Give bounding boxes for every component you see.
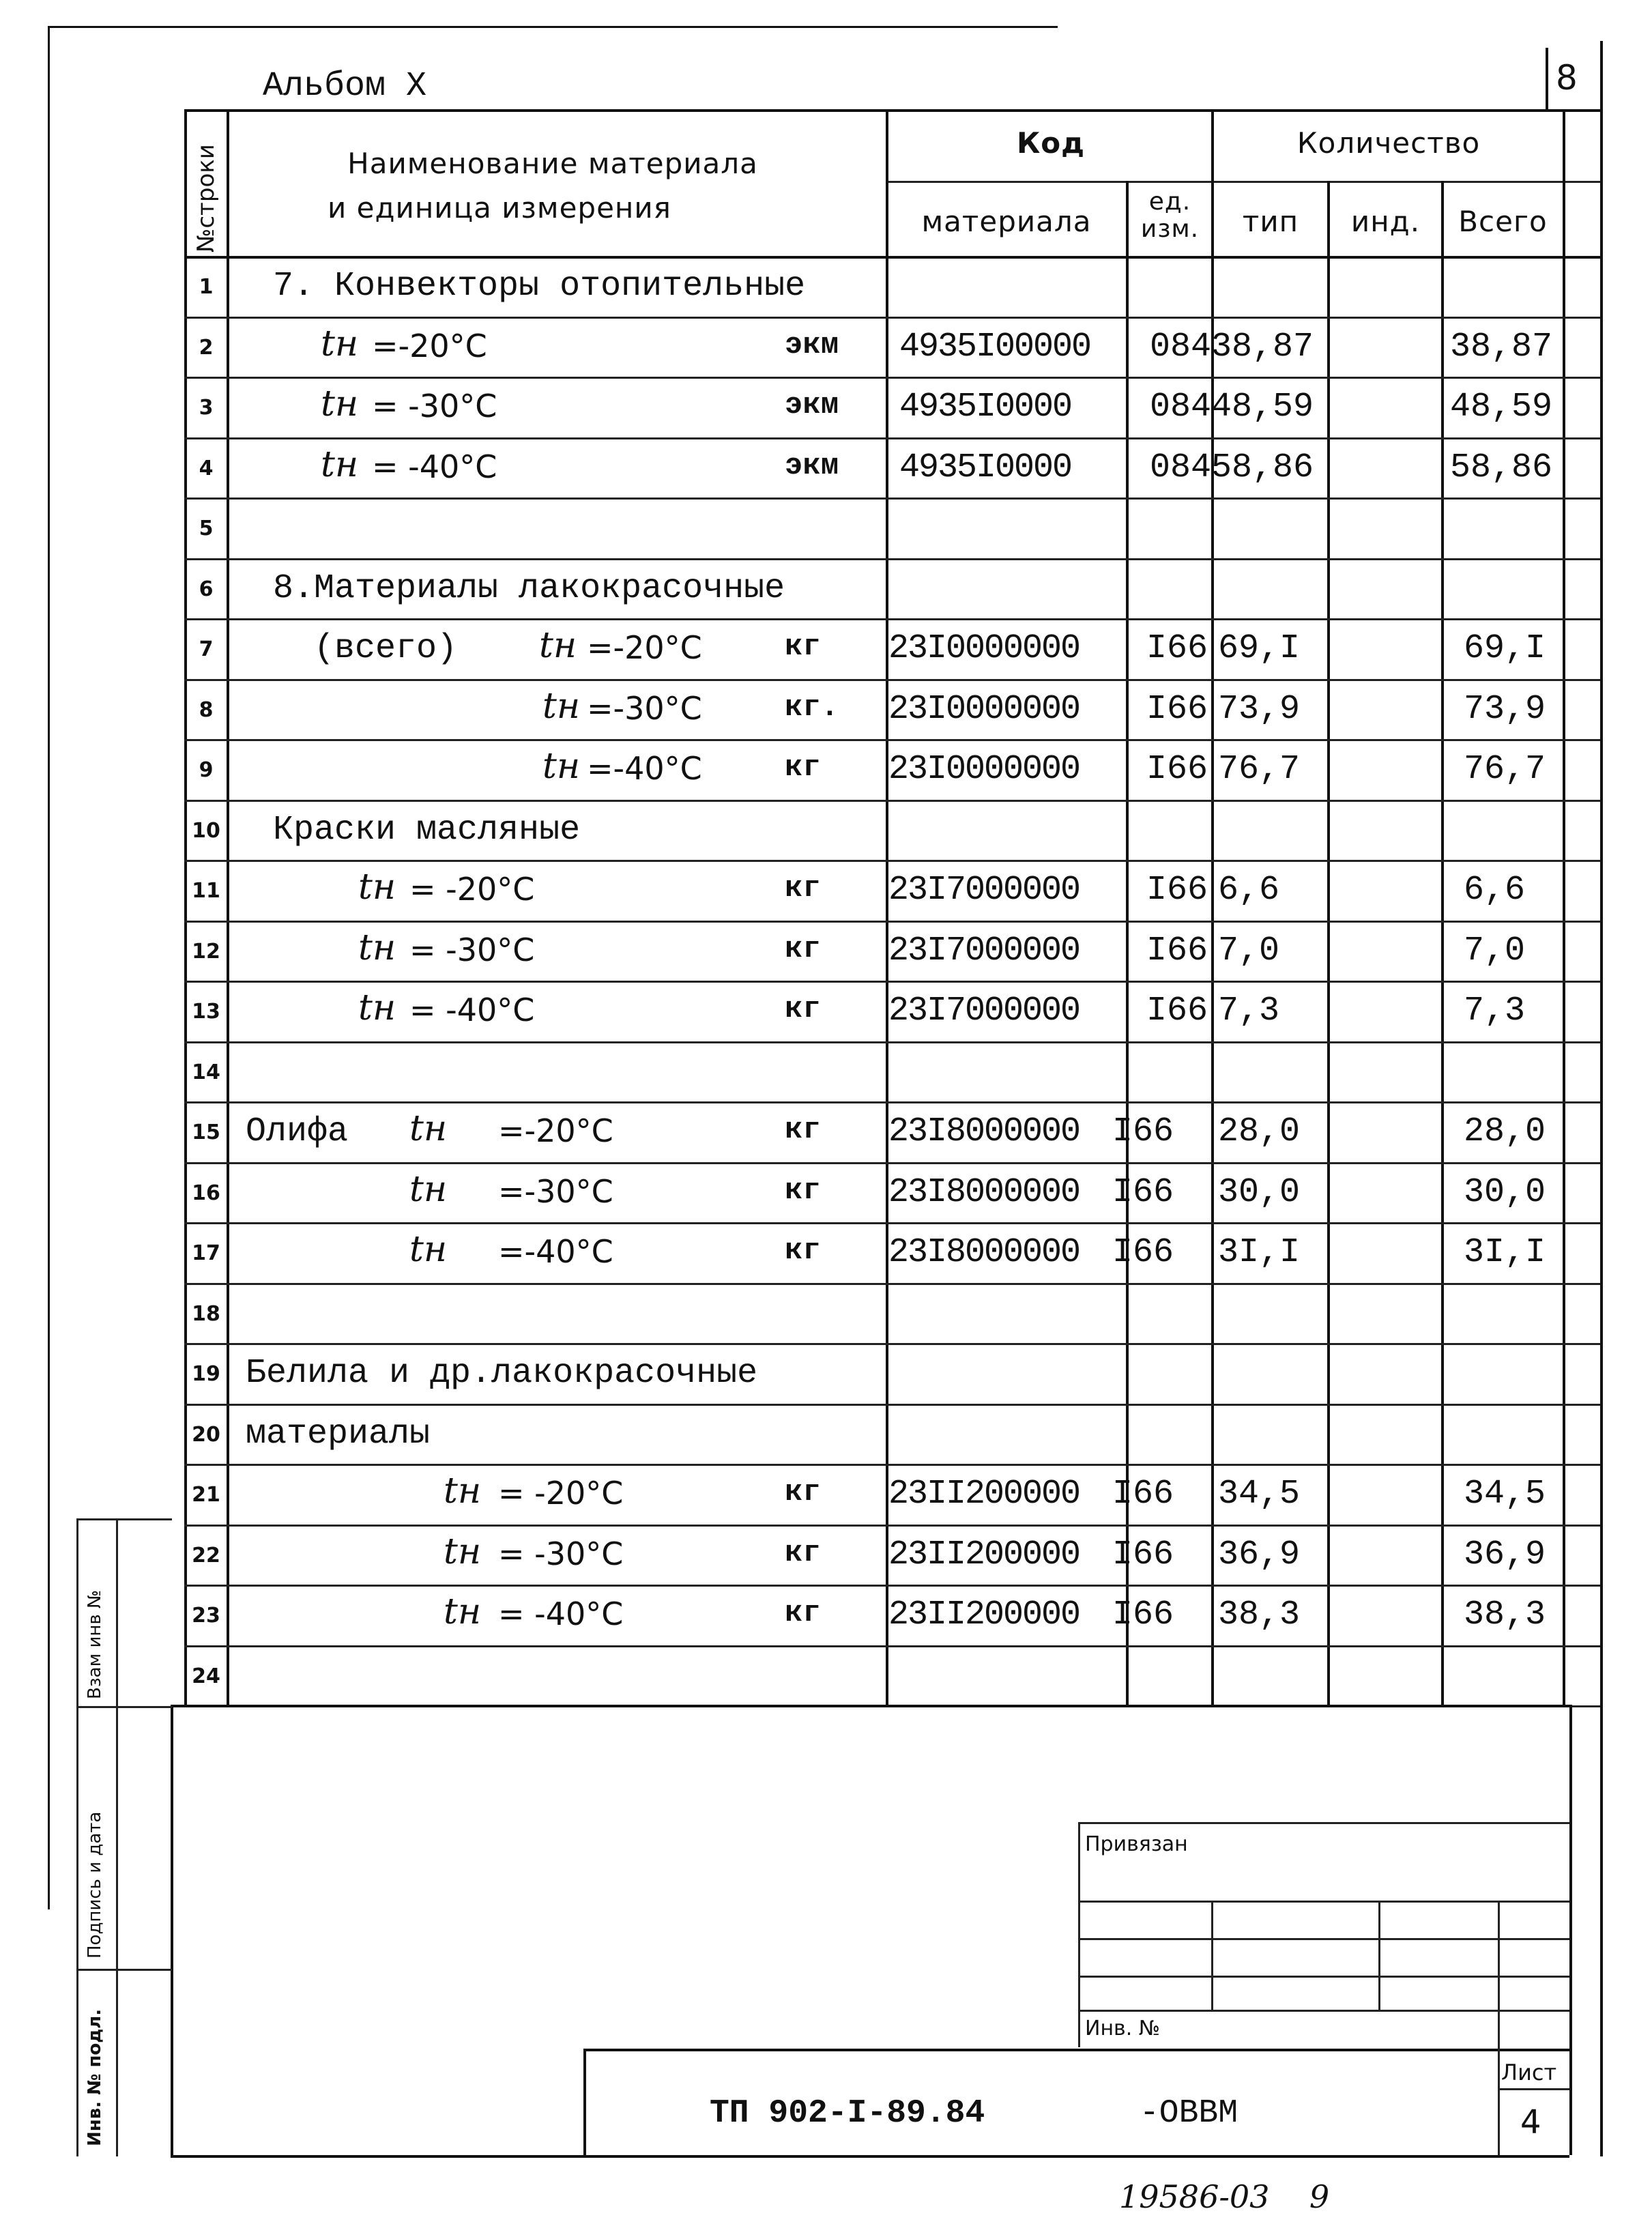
row-separator: [184, 1343, 1600, 1345]
side-strip-top-line: [76, 1518, 172, 1520]
type-right-line: [1327, 181, 1330, 1706]
privyazan-grid-line-1: [1078, 1901, 1569, 1903]
unit-code: I66: [1112, 1595, 1174, 1634]
row-separator: [184, 1222, 1600, 1224]
quantity-type: 38,3: [1218, 1595, 1301, 1634]
document-suffix: -ОВВМ: [1140, 2095, 1238, 2132]
list-box-left-line: [1498, 2049, 1500, 2155]
row-number: 20: [192, 1422, 220, 1447]
temperature-value: =-20°C: [372, 327, 487, 364]
side-strip-left-line: [76, 1518, 78, 2156]
quantity-total: 7,0: [1464, 931, 1526, 970]
privyazan-top-line: [1078, 1822, 1569, 1824]
temperature-symbol: tн: [539, 625, 577, 666]
privyazan-label: Привязан: [1085, 1832, 1188, 1856]
stamp-top-line: [171, 1705, 1569, 1707]
material-code: 23II200000: [888, 1475, 1080, 1514]
unit: кг: [785, 630, 821, 664]
quantity-type: 7,0: [1218, 931, 1280, 970]
side-label-inv-podl: Инв. № подл.: [85, 2008, 105, 2146]
unit: кг: [785, 1113, 821, 1147]
row-number: 4: [199, 456, 214, 480]
stamp-bottom-line: [171, 2155, 1569, 2158]
unit: кг: [785, 1173, 821, 1208]
right-border-line: [1600, 41, 1603, 2156]
quantity-total: 6,6: [1464, 871, 1526, 910]
quantity-type: 48,59: [1211, 388, 1314, 427]
material-name: 7. Конвекторы отопительные: [273, 267, 806, 306]
temperature-symbol: tн: [409, 1168, 448, 1210]
quantity-type: 30,0: [1218, 1172, 1301, 1212]
row-separator: [184, 497, 1600, 500]
row-separator: [184, 317, 1600, 319]
row-separator: [184, 1464, 1600, 1466]
page-number-box-line: [1546, 48, 1548, 109]
material-code: 23I7000000: [888, 931, 1080, 970]
unit-code: I66: [1146, 871, 1208, 910]
temperature-symbol: tн: [542, 746, 581, 787]
header-name-line2: и единица измерения: [328, 191, 671, 225]
title-box-top-line: [583, 2049, 1569, 2051]
header-total: Всего: [1458, 205, 1548, 238]
album-title: Альбом X: [263, 67, 427, 106]
list-value: 4: [1520, 2103, 1541, 2141]
stamp-left-line: [171, 1705, 173, 2155]
row-number: 3: [199, 396, 214, 420]
top-border-line: [48, 26, 1058, 28]
material-code: 23I0000000: [888, 750, 1080, 789]
row-number: 24: [192, 1664, 220, 1688]
ind-right-line: [1441, 181, 1444, 1706]
material-name: Краски масляные: [273, 810, 581, 850]
row-number: 18: [192, 1301, 220, 1326]
stamp-right-line: [1569, 1705, 1572, 2155]
quantity-total: 36,9: [1464, 1535, 1546, 1574]
row-separator: [184, 1041, 1600, 1043]
material-name: материалы: [246, 1414, 431, 1454]
row-separator: [184, 1162, 1600, 1164]
quantity-type: 3I,I: [1218, 1233, 1301, 1272]
temperature-symbol: tн: [444, 1531, 482, 1572]
header-code: Код: [1016, 126, 1086, 160]
list-box-mid-line: [1498, 2088, 1569, 2090]
unit-code: I66: [1112, 1475, 1174, 1514]
temperature-value: =-20°C: [498, 1112, 613, 1149]
quantity-total: 7,3: [1464, 992, 1526, 1030]
unit: кг: [785, 1535, 821, 1570]
row-number: 13: [192, 1000, 220, 1024]
quantity-total: 38,3: [1464, 1595, 1546, 1634]
temperature-symbol: tн: [321, 323, 359, 364]
row-separator: [184, 679, 1600, 681]
row-separator: [184, 1101, 1600, 1103]
row-number: 14: [192, 1060, 220, 1084]
quantity-type: 38,87: [1211, 327, 1314, 366]
material-code: 23I8000000: [888, 1233, 1080, 1272]
unit: экм: [785, 388, 839, 422]
row-separator: [184, 437, 1600, 439]
row-number: 2: [199, 335, 214, 360]
unit-code: I66: [1146, 689, 1208, 729]
quantity-type: 76,7: [1218, 750, 1301, 789]
subheader-line: [886, 181, 1600, 183]
header-row-no: №строки: [192, 144, 220, 252]
temperature-symbol: tн: [358, 867, 396, 908]
footer-handwritten-note: 19586-03 9: [1119, 2178, 1330, 2215]
quantity-total: 34,5: [1464, 1475, 1546, 1514]
row-separator: [184, 1525, 1600, 1527]
privyazan-grid-vline-3: [1498, 1901, 1500, 2054]
row-separator: [184, 1283, 1600, 1285]
unit: кг: [785, 751, 821, 785]
row-number: 7: [199, 637, 214, 661]
quantity-type: 34,5: [1218, 1475, 1301, 1514]
quantity-total: 76,7: [1464, 750, 1546, 789]
privyazan-grid-vline-1: [1211, 1901, 1213, 2010]
temperature-symbol: tн: [321, 384, 359, 424]
temperature-symbol: tн: [409, 1108, 448, 1149]
header-type: тип: [1242, 205, 1299, 238]
row-number: 1: [199, 275, 214, 299]
row-separator: [184, 981, 1600, 983]
unit-code: I66: [1146, 629, 1208, 668]
side-label-podpis: Подпись и дата: [85, 1811, 105, 1959]
quantity-total: 28,0: [1464, 1112, 1546, 1151]
material-name: (всего): [314, 629, 458, 668]
header-material: материала: [921, 205, 1092, 238]
unit-code: I66: [1146, 931, 1208, 970]
left-border-line: [48, 26, 50, 1909]
row-number: 11: [192, 879, 220, 903]
temperature-value: = -20°C: [409, 871, 535, 908]
header-bottom-line: [184, 256, 1600, 259]
material-code: 23II200000: [888, 1535, 1080, 1574]
quantity-type: 69,I: [1218, 629, 1301, 668]
material-code: 23I7000000: [888, 992, 1080, 1030]
row-number: 10: [192, 818, 220, 843]
row-separator: [184, 618, 1600, 620]
row-number: 19: [192, 1362, 220, 1386]
unit-code: 084: [1150, 448, 1212, 487]
temperature-symbol: tн: [542, 685, 581, 727]
unit-code: I66: [1146, 750, 1208, 789]
material-code: 23I0000000: [888, 629, 1080, 668]
unit: кг: [785, 1596, 821, 1630]
quantity-type: 73,9: [1218, 689, 1301, 729]
material-code: 23I8000000: [888, 1112, 1080, 1151]
unit: кг.: [785, 690, 839, 725]
quantity-total: 73,9: [1464, 689, 1546, 729]
temperature-value: = -20°C: [498, 1475, 624, 1512]
row-number: 22: [192, 1543, 220, 1568]
rowno-right-line: [227, 109, 229, 1706]
row-separator: [184, 558, 1600, 560]
unit: экм: [785, 328, 839, 362]
temperature-value: =-40°C: [587, 750, 702, 787]
privyazan-grid-line-4: [1078, 2010, 1569, 2012]
unit-code: I66: [1112, 1172, 1174, 1212]
material-code: 23I0000000: [888, 689, 1080, 729]
side-strip-mid-line: [116, 1518, 118, 2156]
temperature-value: =-30°C: [498, 1172, 613, 1210]
material-code: 23I7000000: [888, 871, 1080, 910]
temperature-symbol: tн: [444, 1591, 482, 1632]
unit-code: 084: [1150, 327, 1212, 366]
quantity-type: 58,86: [1211, 448, 1314, 487]
row-separator: [184, 1645, 1600, 1647]
row-number: 23: [192, 1604, 220, 1628]
row-number: 17: [192, 1241, 220, 1265]
material-name: Олифа: [246, 1112, 349, 1151]
header-name-line1: Наименование материала: [347, 147, 758, 180]
material-code: 4935I00000: [899, 327, 1091, 366]
inv-no-label: Инв. №: [1085, 2017, 1161, 2040]
row-number: 6: [199, 577, 214, 601]
side-strip-sep-1: [76, 1706, 172, 1708]
side-strip-sep-2: [76, 1969, 172, 1971]
quantity-total: 30,0: [1464, 1172, 1546, 1212]
row-separator: [184, 1404, 1600, 1406]
quantity-type: 7,3: [1218, 992, 1280, 1030]
quantity-type: 28,0: [1218, 1112, 1301, 1151]
temperature-symbol: tн: [444, 1471, 482, 1512]
temperature-value: =-20°C: [587, 629, 702, 666]
unit: кг: [785, 1475, 821, 1510]
unit: кг: [785, 871, 821, 906]
quantity-total: 48,59: [1450, 388, 1553, 427]
total-right-line: [1563, 109, 1565, 1706]
row-number: 9: [199, 758, 214, 782]
unit-code: I66: [1112, 1535, 1174, 1574]
temperature-value: = -30°C: [498, 1535, 624, 1572]
row-separator: [184, 860, 1600, 862]
temperature-value: = -30°C: [409, 931, 535, 968]
material-code: 23I8000000: [888, 1172, 1080, 1212]
row-separator: [184, 1585, 1600, 1587]
temperature-value: = -30°C: [372, 388, 497, 424]
unit: экм: [785, 448, 839, 483]
header-unit-2: изм.: [1140, 215, 1200, 243]
quantity-total: 38,87: [1450, 327, 1553, 366]
unit-code: 084: [1150, 388, 1212, 427]
row-number: 8: [199, 697, 214, 722]
page-number: 8: [1556, 58, 1578, 98]
header-unit-1: ед.: [1148, 188, 1191, 216]
row-separator: [184, 739, 1600, 741]
title-box-left-line: [583, 2049, 586, 2155]
row-number: 5: [199, 517, 214, 540]
temperature-symbol: tн: [358, 927, 396, 968]
privyazan-grid-line-2: [1078, 1938, 1569, 1940]
temperature-symbol: tн: [358, 987, 396, 1028]
unit: кг: [785, 992, 821, 1026]
temperature-value: = -40°C: [498, 1595, 624, 1632]
row-separator: [184, 921, 1600, 923]
quantity-total: 69,I: [1464, 629, 1546, 668]
row-number: 12: [192, 939, 220, 964]
quantity-type: 6,6: [1218, 871, 1280, 910]
list-label: Лист: [1501, 2060, 1557, 2085]
row-number: 16: [192, 1181, 220, 1205]
privyazan-grid-vline-2: [1378, 1901, 1380, 2010]
header-quantity: Количество: [1296, 126, 1481, 160]
material-code: 4935I0000: [899, 448, 1072, 487]
document-designation: ТП 902-I-89.84: [710, 2095, 985, 2132]
unit-code: I66: [1112, 1233, 1174, 1272]
temperature-value: =-30°C: [587, 689, 702, 727]
unit-code: I66: [1146, 992, 1208, 1030]
temperature-value: = -40°C: [372, 448, 497, 485]
temperature-symbol: tн: [321, 444, 359, 485]
temperature-symbol: tн: [409, 1229, 448, 1270]
row-separator: [184, 377, 1600, 379]
material-code: 23II200000: [888, 1595, 1080, 1634]
row-number: 21: [192, 1483, 220, 1507]
temperature-value: =-40°C: [498, 1233, 613, 1270]
material-name: Белила и др.лакокрасочные: [246, 1354, 758, 1393]
material-name: 8.Материалы лакокрасочные: [273, 568, 785, 608]
unit: кг: [785, 1234, 821, 1268]
table-top-line: [184, 109, 1600, 112]
quantity-total: 3I,I: [1464, 1233, 1546, 1272]
row-separator: [184, 800, 1600, 802]
privyazan-grid-line-3: [1078, 1976, 1569, 1978]
material-code: 4935I0000: [899, 388, 1072, 427]
unit-code: I66: [1112, 1112, 1174, 1151]
header-ind: инд.: [1350, 205, 1421, 238]
row-number: 15: [192, 1121, 220, 1144]
quantity-type: 36,9: [1218, 1535, 1301, 1574]
privyazan-left-line: [1078, 1822, 1080, 2047]
temperature-value: = -40°C: [409, 992, 535, 1028]
quantity-total: 58,86: [1450, 448, 1553, 487]
side-label-vzam: Взам инв №: [85, 1590, 105, 1699]
unit: кг: [785, 932, 821, 966]
